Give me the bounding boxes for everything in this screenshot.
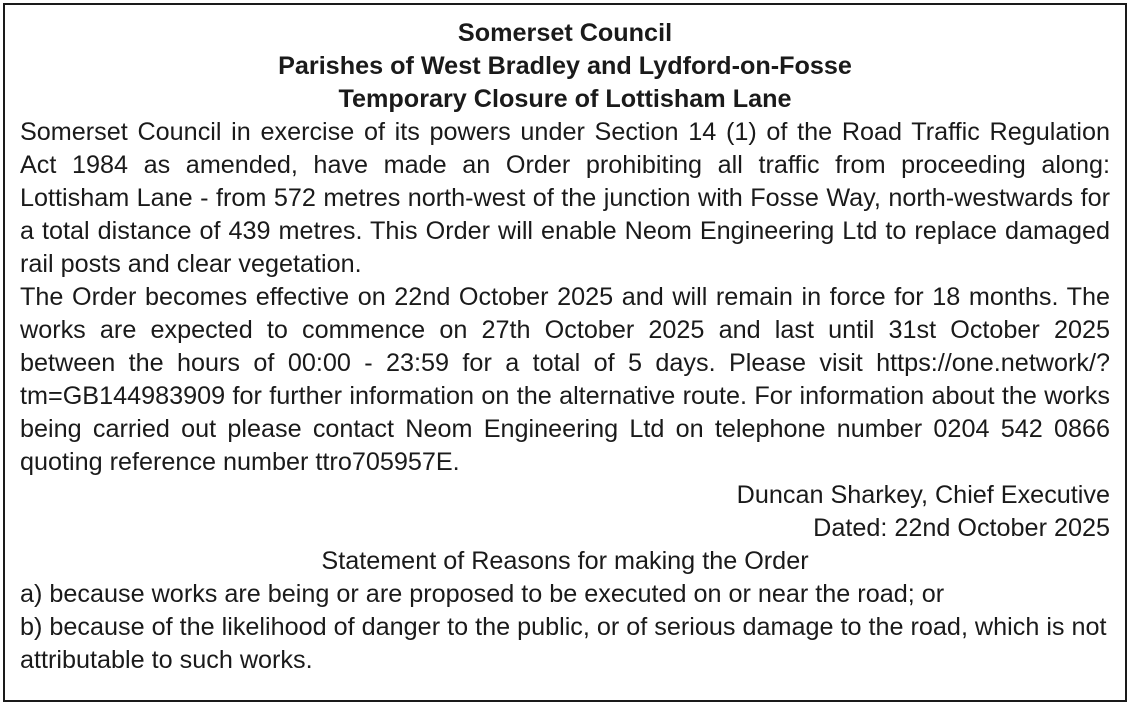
details-paragraph: The Order becomes effective on 22nd October 2025 and will remain in force for 18 months. The works are expected to commence on 27th October 2025 and last until 31st October 2025 between the hours of 00:00 - 23:59 for a total of 5 days. Please visit https://one.network/?tm=GB144983909 for further information on the alternative route. For information about the works being carried out please contact Neom Engineering Ltd on telephone number 0204 542 0866 quoting reference number ttro705957E.: [20, 283, 1110, 476]
public-notice: [3, 3, 1127, 702]
closure-title: Temporary Closure of Lottisham Lane: [338, 85, 792, 113]
reason-a: a) because works are being or are proposed to be executed on or near the road; or: [20, 580, 945, 608]
order-paragraph: Somerset Council in exercise of its powers under Section 14 (1) of the Road Traffic Regulation Act 1984 as amended, have made an Order prohibiting all traffic from proceeding along: Lottisham Lane - from 572 metres north-west of the junction with Fosse Way, north-westwards for a total distance of 439 metres. This Order will enable Neom Engineering Ltd to replace damaged rail posts and clear vegetation.: [20, 118, 1110, 278]
date-line: Dated: 22nd October 2025: [813, 514, 1110, 542]
council-title: Somerset Council: [457, 19, 673, 47]
reason-b: b) because of the likelihood of danger to the public, or of serious damage to the road, which is not attributable to such works.: [20, 613, 1107, 674]
signatory: Duncan Sharkey, Chief Executive: [736, 481, 1110, 509]
reasons-title: Statement of Reasons for making the Order: [321, 547, 809, 575]
parishes-title: Parishes of West Bradley and Lydford-on-Fosse: [278, 52, 852, 80]
